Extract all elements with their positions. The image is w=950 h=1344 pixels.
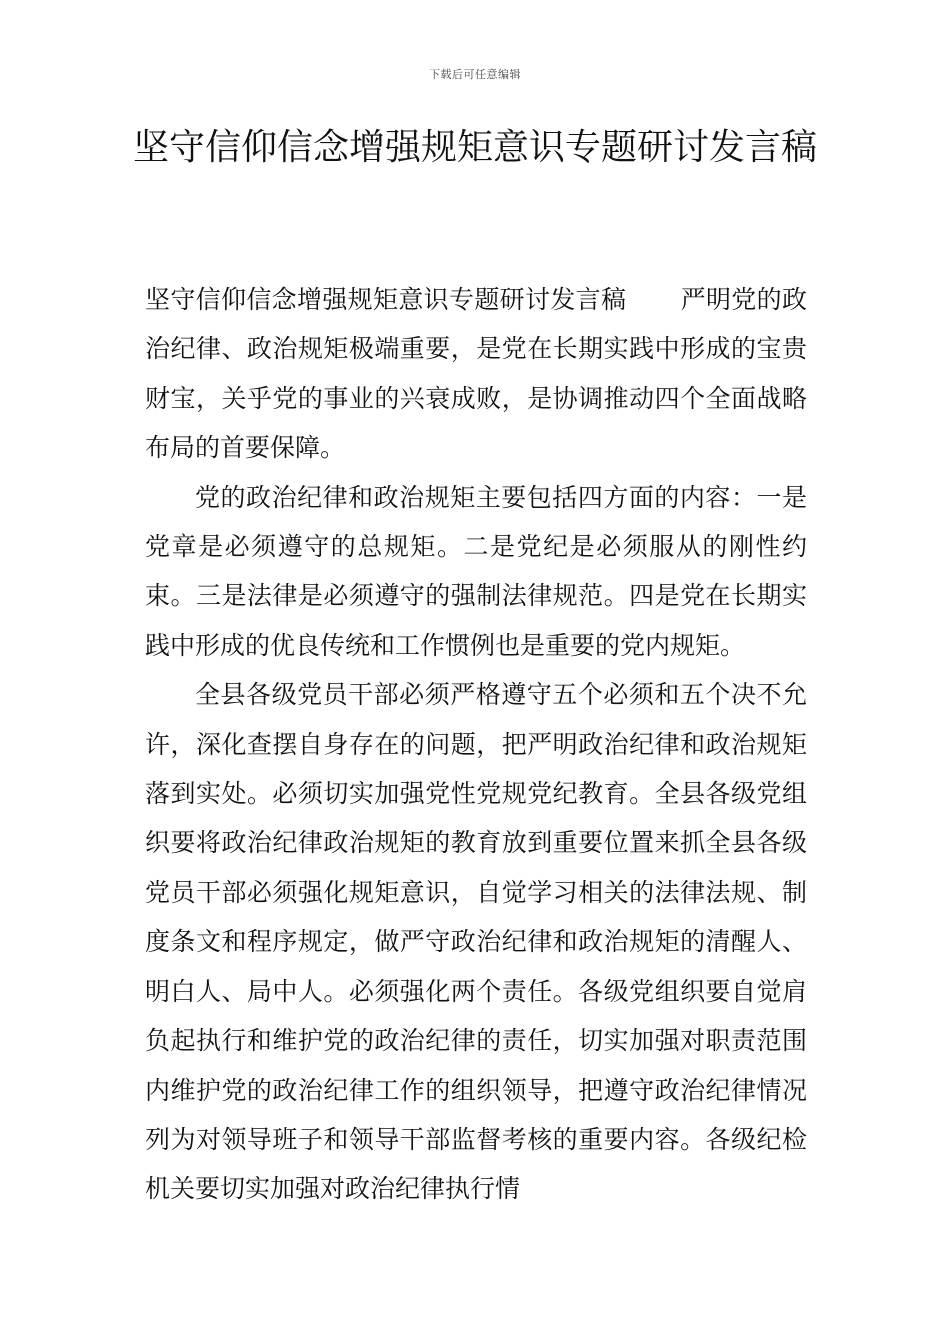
paragraph-1-text: 严明党的政治纪律、政治规矩极端重要，是党在长期实践中形成的宝贵财宝，关乎党的事业的兴衰成败，是协调推动四个全面战略布局的首要保障。	[145, 285, 807, 463]
document-body	[145, 275, 807, 1214]
document-title: 坚守信仰信念增强规矩意识专题研讨发言稿	[132, 127, 817, 168]
paragraph-2: 党的政治纪律和政治规矩主要包括四方面的内容：一是党章是必须遵守的总规矩。二是党纪是必须服从的刚性约束。三是法律是必须遵守的强制法律规范。四是党在长期实践中形成的优良传统和工作惯例也是重要的党内规矩。	[145, 482, 807, 660]
header-note: 下载后可任意编辑	[429, 68, 521, 81]
paragraph-3: 全县各级党员干部必须严格遵守五个必须和五个决不允许，深化查摆自身存在的问题，把严明政治纪律和政治规矩落到实处。必须切实加强党性党规党纪教育。全县各级党组织要将政治纪律政治规矩的教育放到重要位置来抓全县各级党员干部必须强化规矩意识，自觉学习相关的法律法规、制度条文和程序规定，做严守政治纪律和政治规矩的清醒人、明白人、局中人。必须强化两个责任。各级党组织要自觉肩负起执行和维护党的政治纪律的责任，切实加强对职责范围内维护党的政治纪律工作的组织领导，把遵守政治纪律情况列为对领导班子和领导干部监督考核的重要内容。各级纪检机关要切实加强对政治纪律执行情	[145, 680, 807, 1204]
paragraph-1	[145, 275, 807, 473]
paragraph-1-lead: 坚守信仰信念增强规矩意识专题研讨发言稿	[145, 285, 627, 314]
